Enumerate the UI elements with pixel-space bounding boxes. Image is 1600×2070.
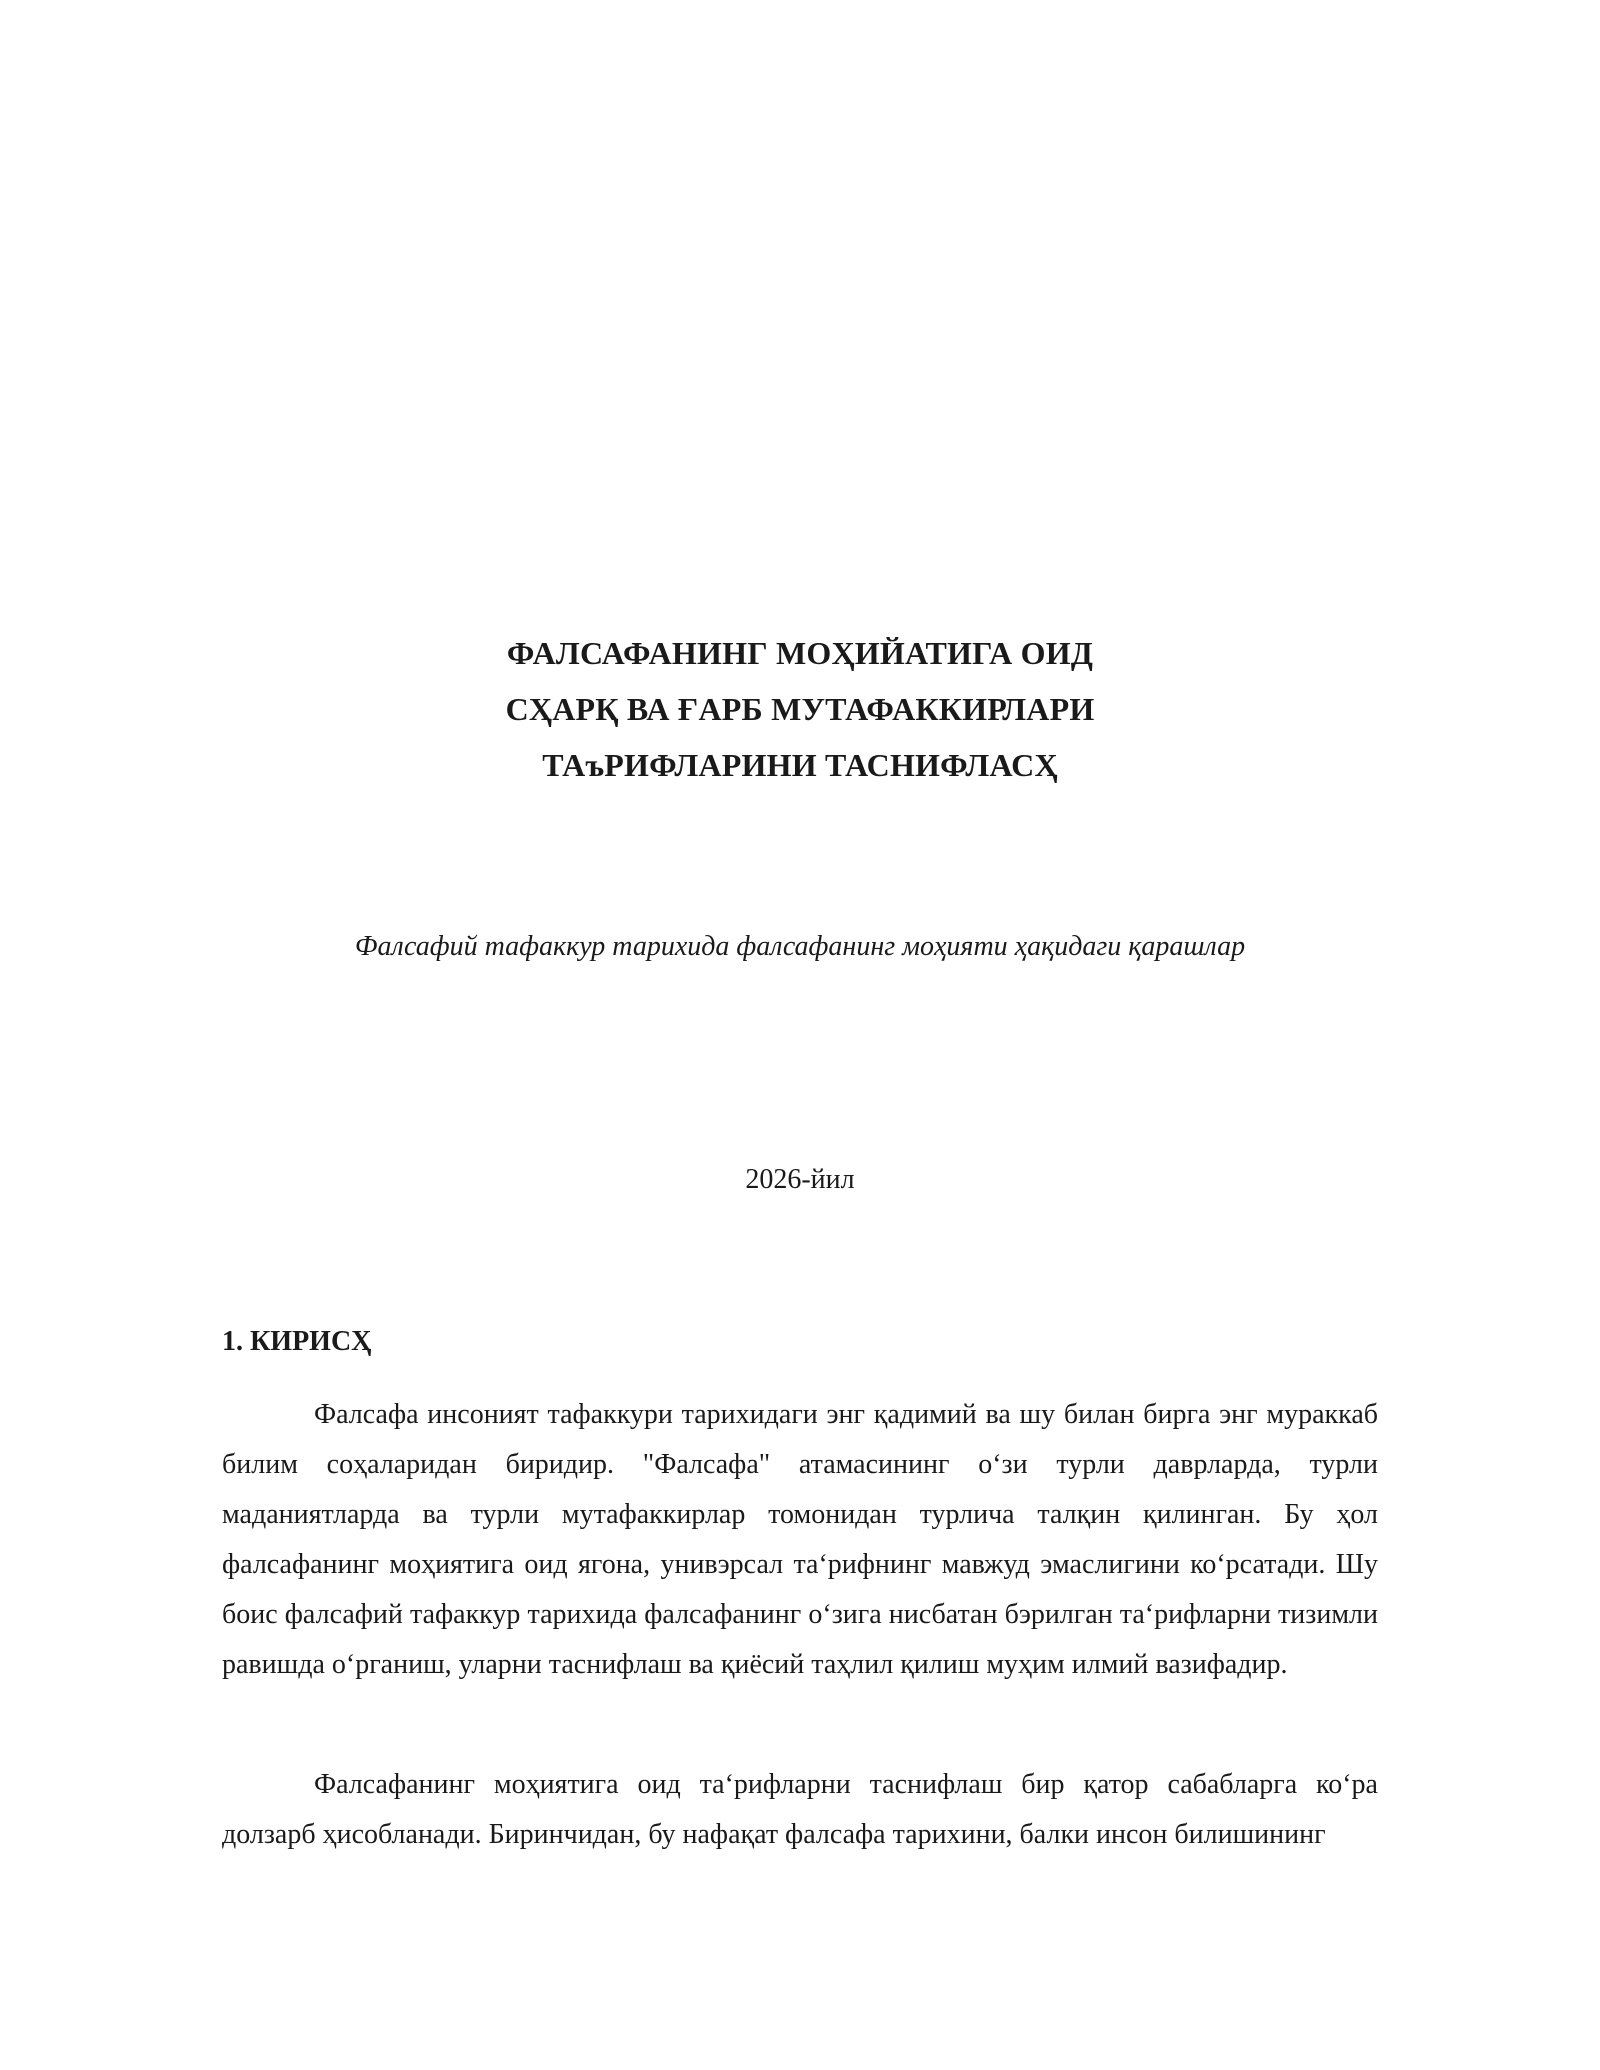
document-title [0,625,1600,793]
body-paragraph-2: Фалсафанинг моҳиятига оид таʻрифларни таснифлаш бир қатор сабабларга коʻра долзарб ҳисобланади. Биринчидан, бу нафақат фалсафа тарихини, балки инсон билишининг [222,1769,1378,1850]
document-subtitle: Фалсафий тафаккур тарихида фалсафанинг моҳияти ҳақидаги қарашлар [354,931,1246,962]
title-line-1: ФАЛСАФАНИНГ МОҲИЙАТИГА ОИД [506,635,1094,671]
title-line-3: ТАъРИФЛАРИНИ ТАСНИФЛАСҲ [542,747,1058,783]
section-heading: 1. КИРИСҲ [222,1326,372,1357]
title-line-2: СҲАРҚ ВА ҒАРБ МУТАФАККИРЛАРИ [505,691,1095,727]
document-year: 2026-йил [745,1164,855,1195]
body-paragraph-1: Фалсафа инсоният тафаккури тарихидаги энг қадимий ва шу билан бирга энг мураккаб билим соҳаларидан биридир. "Фалсафа" атамасининг оʻзи турли даврларда, турли маданиятларда ва турли мутафаккирлар томонидан турлича талқин қилинган. Бу ҳол фалсафанинг моҳиятига оид ягона, унивэрсал таʻрифнинг мавжуд эмаслигини коʻрсатади. Шу боис фалсафий тафаккур тарихида фалсафанинг оʻзига нисбатан бэрилган таʻрифларни тизимли равишда оʻрганиш, уларни таснифлаш ва қиёсий таҳлил қилиш муҳим илмий вазифадир. [222,1399,1378,1680]
